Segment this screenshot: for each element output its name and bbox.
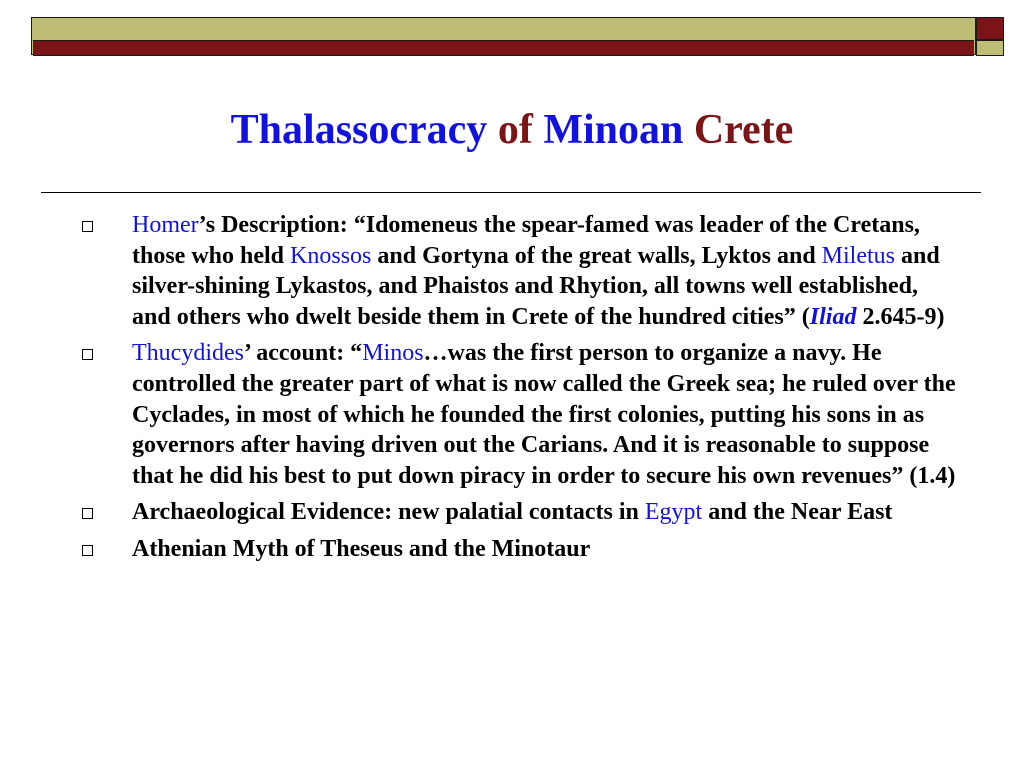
bullet-list <box>82 210 962 571</box>
hollow-square-icon <box>82 221 93 232</box>
header-square-top <box>976 17 1004 40</box>
slide-title <box>0 104 1024 156</box>
bullet-text-run: ’ account: “ <box>243 340 363 367</box>
bullet-item <box>82 534 962 565</box>
bullet-text-run: ’s Description: “Idomeneus the spear-famed was leader of the Cretans, those who held <box>132 212 920 269</box>
bullet-text-run: and Gortyna of the great walls, Lyktos and <box>371 242 822 269</box>
bullet-item <box>82 338 962 491</box>
bullet-text <box>132 338 962 491</box>
bullet-text-run: and silver-shining Lykastos, and Phaistos and Rhytion, all towns well established, and others who dwelt beside them in Crete of the hundred cities” ( <box>132 242 940 330</box>
bullet-text <box>132 534 962 565</box>
bullet-item <box>82 210 962 332</box>
title-word-crete: Crete <box>693 107 794 153</box>
hollow-square-icon <box>82 349 93 360</box>
title-word-of: of <box>497 107 533 153</box>
hyperlink-egypt[interactable]: Egypt <box>644 499 703 526</box>
hollow-square-icon <box>82 508 93 519</box>
header-square-bottom <box>976 40 1004 56</box>
bullet-text-run: Athenian Myth of Theseus and the Minotaur <box>132 535 591 562</box>
title-link-thalassocracy[interactable]: Thalassocracy <box>230 107 488 153</box>
bullet-text-run: and the Near East <box>702 499 893 526</box>
hyperlink-knossos[interactable]: Knossos <box>290 242 372 269</box>
bullet-text <box>132 210 962 332</box>
bullet-item <box>82 497 962 528</box>
bullet-text-run: Archaeological Evidence: new palatial contacts in <box>132 499 645 526</box>
bullet-text-run: 2.645-9) <box>856 303 945 330</box>
title-link-minoan[interactable]: Minoan <box>543 107 684 153</box>
title-divider <box>41 192 981 193</box>
hyperlink-homer[interactable]: Homer <box>132 212 199 238</box>
bullet-text-run: …was the first person to organize a navy. He controlled the greater part of what is now called the Greek sea; he ruled over the Cyclades, in most of which he founded the first colonies, putting his sons in as governors after having driven out the Carians. And it is reasonable to suppose that he did his best to put down piracy in order to secure his own revenues” (1.4) <box>132 340 956 489</box>
hyperlink-thucydides[interactable]: Thucydides <box>132 340 244 367</box>
hyperlink-minos[interactable]: Minos <box>362 340 424 367</box>
hyperlink-miletus[interactable]: Miletus <box>821 242 896 269</box>
bullet-text <box>132 497 962 528</box>
hyperlink-iliad[interactable]: Iliad <box>809 303 857 330</box>
header-band <box>33 40 974 56</box>
hollow-square-icon <box>82 545 93 556</box>
